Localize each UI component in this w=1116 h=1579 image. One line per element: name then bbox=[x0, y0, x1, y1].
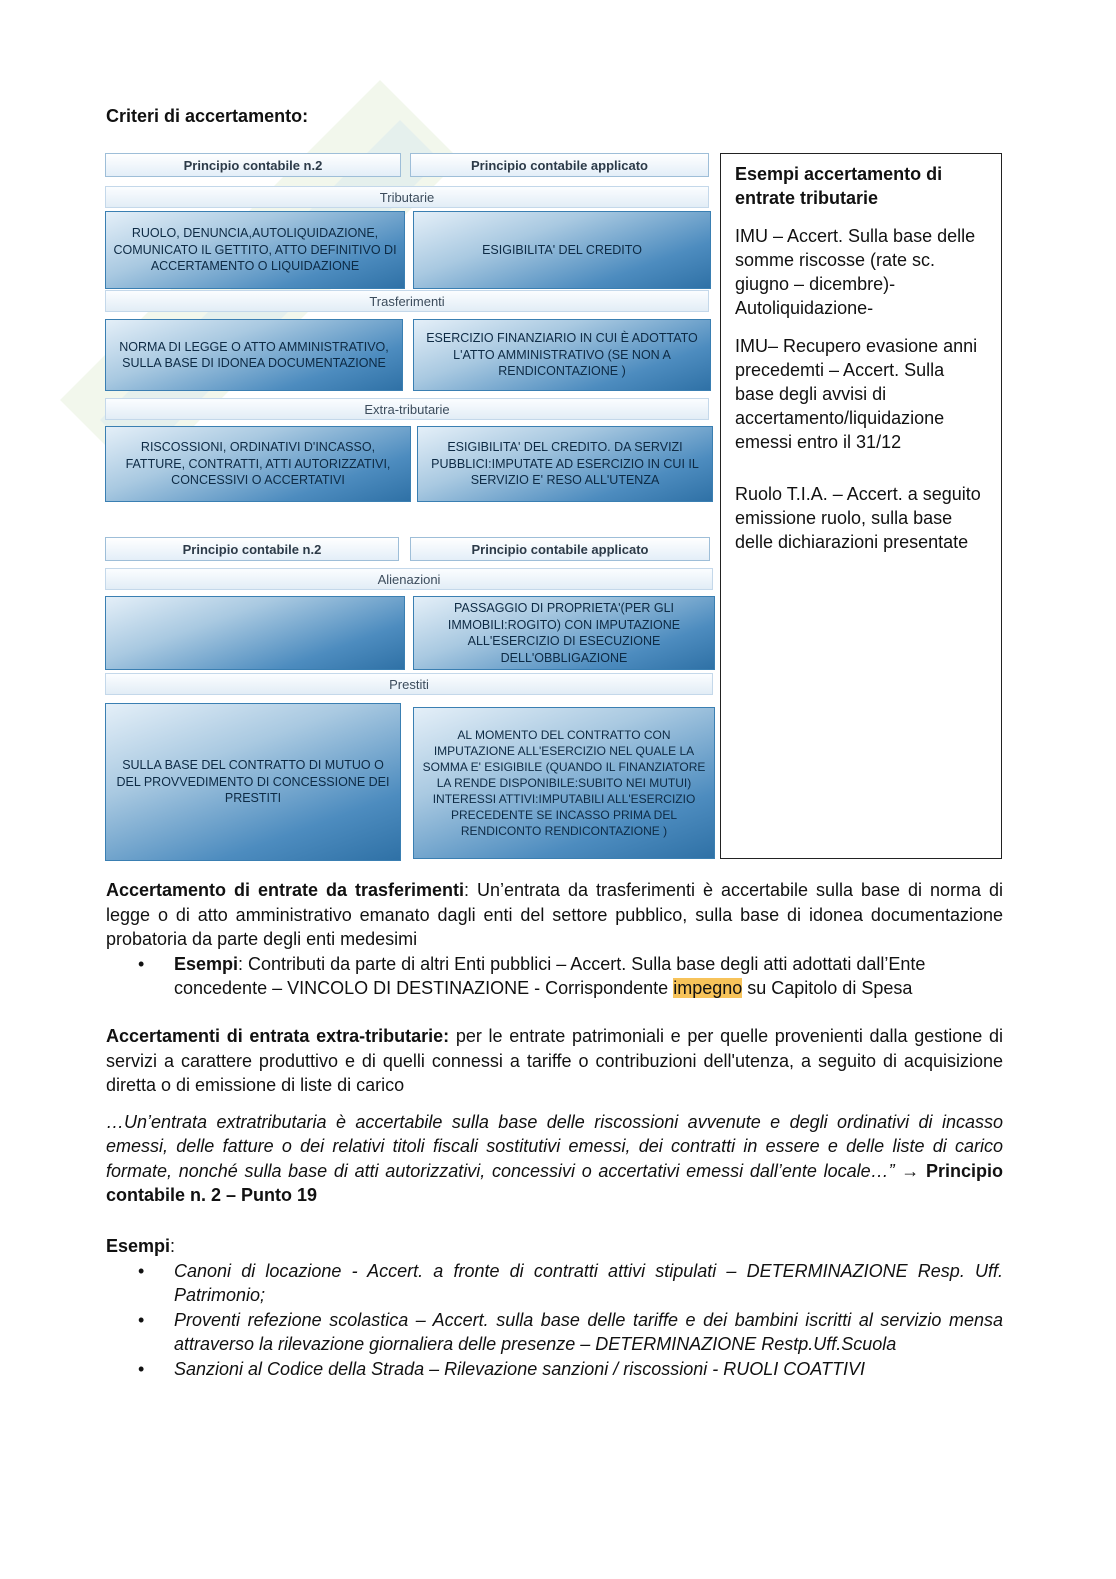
cell-prestiti-left: SULLA BASE DEL CONTRATTO DI MUTUO O DEL PROVVEDIMENTO DI CONCESSIONE DEI PRESTITI bbox=[105, 703, 401, 861]
example-item-1: Canoni di locazione - Accert. a fronte di contratti attivi stipulati – DETERMINAZIONE Resp. Uff. Patrimonio; bbox=[174, 1260, 1003, 1305]
section1-bullet-label: Esempi bbox=[174, 953, 239, 974]
page-heading: Criteri di accertamento: bbox=[106, 106, 309, 126]
col-header-right: Principio contabile applicato bbox=[410, 153, 709, 177]
cell-alienazioni-left bbox=[105, 596, 405, 670]
cell-extratributarie-left: RISCOSSIONI, ORDINATIVI D'INCASSO, FATTURE, CONTRATTI, ATTI AUTORIZZATIVI, CONCESSIVI O ACCERTATIVI bbox=[105, 426, 411, 502]
section1-title: Accertamento di entrate da trasferimenti bbox=[106, 880, 464, 900]
example-item-2: Proventi refezione scolastica – Accert. sulla base delle tariffe e dei bambini iscritti al servizio mensa attraverso la rilevazione giornaliera delle presenze – DETERMINAZIONE Restp.Uff.Scuola bbox=[174, 1309, 1003, 1354]
row-label-trasferimenti: Trasferimenti bbox=[105, 290, 709, 312]
examples-list bbox=[106, 1234, 1003, 1381]
cell-prestiti-right: AL MOMENTO DEL CONTRATTO CON IMPUTAZIONE ALL'ESERCIZIO NEL QUALE LA SOMMA E' ESIGIBILE (QUANDO IL FINANZIATORE LA RENDE DISPONIBILE:SUBITO NEI MUTUI) INTERESSI ATTIVI:IMPUTABILI ALL'ESERCIZIO PRECEDENTE SE INCASSO PRIMA DEL RENDICONTO RENDICONTAZIONE ) bbox=[413, 707, 715, 859]
section2-quote: …Un’entrata extratributaria è accertabile sulla base delle riscossioni avvenute e degli ordinativi di incasso emessi, delle fatture o dei relativi titoli fiscali sostitutivi emessi, dei contratti in essere e delle liste di carico formate, nonché sulla base di atti autorizzativi, concessivi o accertativi emessi dall’ente locale…” bbox=[106, 1111, 1003, 1181]
cell-trasferimenti-right: ESERCIZIO FINANZIARIO IN CUI È ADOTTATO L'ATTO AMMINISTRATIVO (SE NON A RENDICONTAZIONE ) bbox=[413, 319, 711, 391]
row-label-extratributarie: Extra-tributarie bbox=[105, 398, 709, 420]
section-extratributarie bbox=[106, 1024, 1003, 1208]
sidebox-tia: Ruolo T.I.A. – Accert. a seguito emissione ruolo, sulla base delle dichiarazioni presentate bbox=[735, 484, 981, 552]
col-header-right-2: Principio contabile applicato bbox=[410, 537, 710, 561]
sidebox-title: Esempi accertamento di entrate tributarie bbox=[735, 164, 943, 208]
col-header-left: Principio contabile n.2 bbox=[105, 153, 401, 177]
examples-label: Esempi bbox=[106, 1236, 171, 1256]
cell-trasferimenti-left: NORMA DI LEGGE O ATTO AMMINISTRATIVO, SULLA BASE DI IDONEA DOCUMENTAZIONE bbox=[105, 319, 403, 391]
arrow-glyph: → bbox=[894, 1160, 926, 1181]
row-label-alienazioni: Alienazioni bbox=[105, 568, 713, 590]
section1-text: : Un’entrata da trasferimenti è accertabile sulla base di norma di legge o di atto amministrativo emanato dagli enti del settore pubblico, sulla base di idonea documentazione probatoria da parte degli enti medesimi bbox=[106, 880, 1003, 949]
row-label-tributarie: Tributarie bbox=[105, 186, 709, 208]
section2-text: per le entrate patrimoniali e per quelle provenienti dalla gestione di servizi a carattere produttivo e di quelli connessi a tariffe o contribuzioni dell'utenza, a seguito di acquisizione diretta o di emissione di liste di carico bbox=[106, 1026, 1003, 1095]
highlight-impegno: impegno bbox=[673, 978, 743, 998]
accertamento-diagram bbox=[105, 153, 717, 861]
examples-sidebox bbox=[720, 153, 1002, 859]
col-header-left-2: Principio contabile n.2 bbox=[105, 537, 399, 561]
section1-bullet-tail: su Capitolo di Spesa bbox=[742, 978, 913, 998]
section1-bullet-text: : Contributi da parte di altri Enti pubblici – Accert. Sulla base degli atti adottati dall’Ente concedente – VINCOLO DI DESTINAZIONE - Corrispondente bbox=[174, 953, 926, 998]
cell-tributarie-right: ESIGIBILITA' DEL CREDITO bbox=[413, 211, 711, 289]
examples-colon: : bbox=[170, 1236, 176, 1256]
section2-ref: Principio contabile n. 2 – Punto 19 bbox=[106, 1160, 1003, 1205]
sidebox-imu-recupero: IMU– Recupero evasione anni precedemti – Accert. Sulla base degli avvisi di accertamento/liquidazione emessi entro il 31/12 bbox=[735, 336, 978, 452]
example-item-3: Sanzioni al Codice della Strada – Rilevazione sanzioni / riscossioni - RUOLI COATTIVI bbox=[174, 1358, 865, 1379]
cell-tributarie-left: RUOLO, DENUNCIA,AUTOLIQUIDAZIONE, COMUNICATO IL GETTITO, ATTO DEFINITIVO DI ACCERTAMENTO O LIQUIDAZIONE bbox=[105, 211, 405, 289]
cell-alienazioni-right: PASSAGGIO DI PROPRIETA'(PER GLI IMMOBILI:ROGITO) CON IMPUTAZIONE ALL'ESERCIZIO DI ESECUZIONE DELL'OBBLIGAZIONE bbox=[413, 596, 715, 670]
row-label-prestiti: Prestiti bbox=[105, 673, 713, 695]
section1-bullet bbox=[106, 952, 1003, 1001]
cell-extratributarie-right: ESIGIBILITA' DEL CREDITO. DA SERVIZI PUBBLICI:IMPUTATE AD ESERCIZIO IN CUI IL SERVIZIO E' RESO ALL'UTENZA bbox=[417, 426, 713, 502]
sidebox-imu: IMU – Accert. Sulla base delle somme riscosse (rate sc. giugno – dicembre)- Autoliquidazione- bbox=[735, 226, 976, 318]
section2-title: Accertamenti di entrata extra-tributarie: bbox=[106, 1026, 450, 1046]
section-trasferimenti bbox=[106, 878, 1003, 1001]
